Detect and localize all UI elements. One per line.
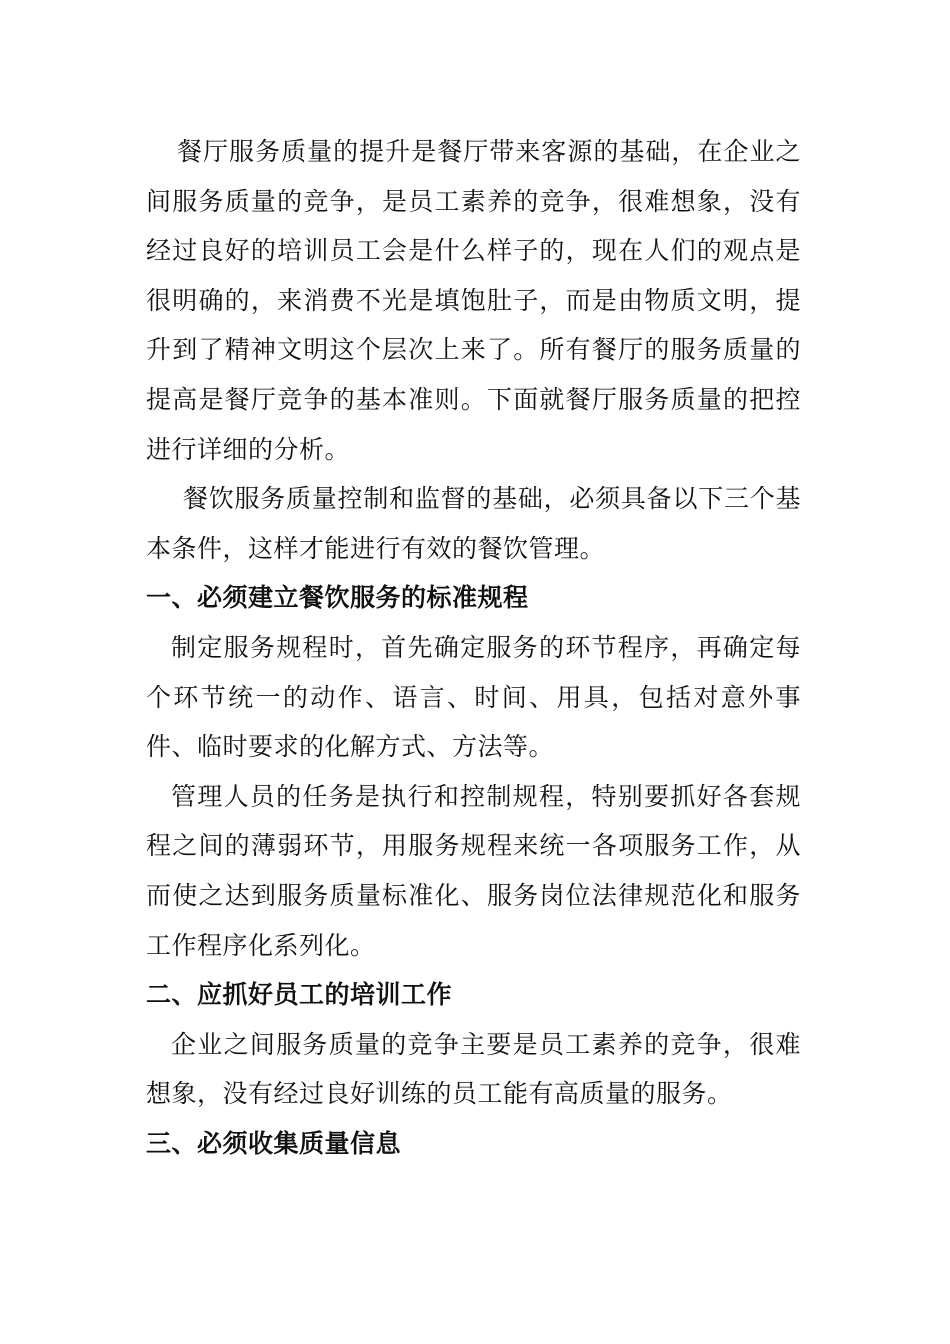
conditions-paragraph: 餐饮服务质量控制和监督的基础，必须具备以下三个基本条件，这样才能进行有效的餐饮管理。 (146, 484, 801, 563)
intro-paragraph: 餐厅服务质量的提升是餐厅带来客源的基础，在企业之间服务质量的竞争，是员工素养的竞争，很难想象，没有经过良好的培训员工会是什么样子的，现在人们的观点是很明确的，来消费不光是填饱肚子，而是由物质文明，提升到了精神文明这个层次上来了。所有餐厅的服务质量的提高是餐厅竞争的基本准则。下面就餐厅服务质量的把控进行详细的分析。 (146, 137, 801, 464)
document-body (146, 127, 801, 1168)
section-heading-1: 一、必须建立餐饮服务的标准规程 (146, 583, 529, 613)
section-2-paragraph-1: 企业之间服务质量的竞争主要是员工素养的竞争，很难想象，没有经过良好训练的员工能有高质量的服务。 (146, 1029, 801, 1109)
section-heading-3: 三、必须收集质量信息 (146, 1128, 402, 1158)
section-1-paragraph-1: 制定服务规程时，首先确定服务的环节程序，再确定每个环节统一的动作、语言、时间、用具，包括对意外事件、临时要求的化解方式、方法等。 (146, 632, 801, 762)
section-1-paragraph-2: 管理人员的任务是执行和控制规程，特别要抓好各套规程之间的薄弱环节，用服务规程来统一各项服务工作，从而使之达到服务质量标准化、服务岗位法律规范化和服务工作程序化系列化。 (146, 781, 801, 960)
section-heading-2: 二、应抓好员工的培训工作 (146, 980, 453, 1010)
